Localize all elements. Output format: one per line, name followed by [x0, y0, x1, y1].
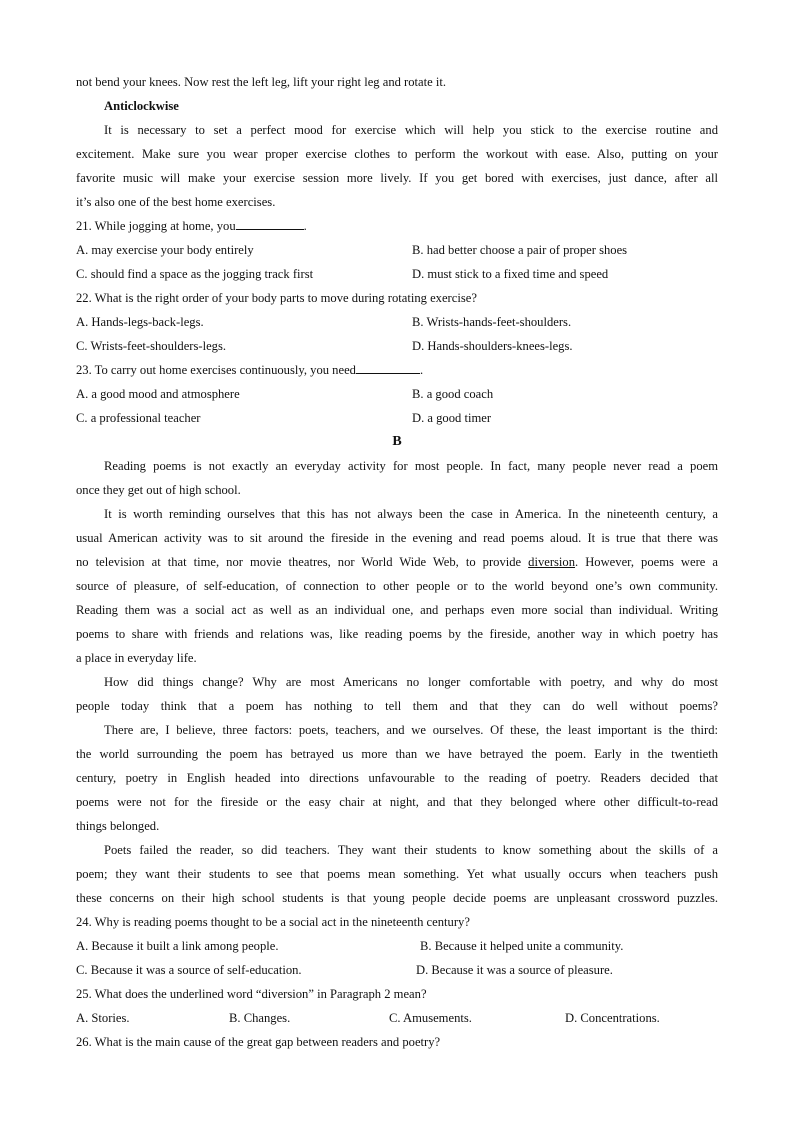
option-c: C. Wrists-feet-shoulders-legs. — [76, 339, 227, 353]
paragraph-line: Reading them was a social act as well as an individual one, and perhaps even more social than individual. Writing — [76, 603, 718, 617]
option-a: A. a good mood and atmosphere — [76, 387, 240, 401]
question-24: 24. Why is reading poems thought to be a social act in the nineteenth century? — [76, 915, 470, 929]
option-b: B. had better choose a pair of proper shoes — [412, 243, 628, 257]
paragraph-line: once they get out of high school. — [76, 483, 241, 497]
option-b: B. Changes. — [229, 1011, 291, 1025]
option-b: B. a good coach — [412, 387, 494, 401]
paragraph-line: usual American activity was to sit around the fireside in the evening and read poems aloud. It is true that there was — [76, 531, 718, 545]
option-d: D. Because it was a source of pleasure. — [416, 963, 613, 977]
answer-blank — [236, 215, 304, 230]
option-d: D. must stick to a fixed time and speed — [412, 267, 609, 281]
option-a: A. Hands-legs-back-legs. — [76, 315, 204, 329]
paragraph-line: excitement. Make sure you wear proper exercise clothes to perform the workout with ease. Also, putting on your — [76, 147, 718, 161]
question-21 — [76, 214, 718, 238]
underlined-word-diversion: diversion — [528, 555, 576, 569]
option-a: A. Because it built a link among people. — [76, 939, 279, 953]
option-c: C. a professional teacher — [76, 411, 201, 425]
options-row — [76, 262, 718, 286]
option-a: A. Stories. — [76, 1011, 130, 1025]
question-25: 25. What does the underlined word “diversion” in Paragraph 2 mean? — [76, 987, 427, 1001]
option-b: B. Wrists-hands-feet-shoulders. — [412, 315, 572, 329]
options-row — [76, 238, 718, 262]
paragraph-line: poem; they want their students to see that poems mean something. Yet what usually occurs when teachers push — [76, 867, 718, 881]
paragraph-line: How did things change? Why are most Americans no longer comfortable with poetry, and why do most — [104, 675, 718, 689]
question-23 — [76, 358, 718, 382]
option-d: D. Hands-shoulders-knees-legs. — [412, 339, 573, 353]
paragraph-line: poems were not for the fireside or the easy chair at night, and that they belonged where other difficult-to-read — [76, 795, 718, 809]
question-end: . — [419, 363, 424, 377]
option-d: D. Concentrations. — [565, 1011, 660, 1025]
section-title-b: B — [392, 434, 402, 449]
option-c: C. Amusements. — [389, 1011, 472, 1025]
option-d: D. a good timer — [412, 411, 492, 425]
passage-a-text-line: not bend your knees. Now rest the left leg, lift your right leg and rotate it. — [76, 75, 447, 89]
question-stem: 23. To carry out home exercises continuously, you need — [76, 363, 356, 377]
text-span: . However, poems were a — [575, 555, 718, 569]
paragraph-line: these concerns on their high school students is that young people decide poems are unpleasant crossword puzzles. — [76, 891, 718, 905]
paragraph-line: It is necessary to set a perfect mood for exercise which will help you stick to the exercise routine and — [104, 123, 718, 137]
option-c: C. Because it was a source of self-education. — [76, 963, 302, 977]
options-row — [76, 334, 718, 358]
document-page — [76, 70, 718, 1054]
text-span: no television at that time, nor movie theatres, nor World Wide Web, to provide — [76, 555, 529, 569]
paragraph-line: There are, I believe, three factors: poets, teachers, and we ourselves. Of these, the least important is the third: — [104, 723, 718, 737]
option-b: B. Because it helped unite a community. — [420, 939, 624, 953]
paragraph-line: people today think that a poem has nothing to tell them and that they can do well without poems? — [76, 699, 718, 713]
paragraph-line: the world surrounding the poem has betrayed us more than we have betrayed the poem. Early in the twentieth — [76, 747, 718, 761]
question-end: . — [303, 219, 307, 233]
paragraph-line: source of pleasure, of self-education, of connection to other people or to the world beyond one’s own community. — [76, 579, 718, 593]
option-a: A. may exercise your body entirely — [76, 243, 254, 257]
paragraph-line-diversion — [76, 550, 718, 574]
options-row — [76, 406, 718, 430]
section-heading-anticlockwise: Anticlockwise — [104, 99, 179, 113]
paragraph-line: a place in everyday life. — [76, 651, 197, 665]
options-row — [76, 310, 718, 334]
paragraph-line: century, poetry in English headed into directions unfavourable to the reading of poetry. Readers decided that — [76, 771, 718, 785]
paragraph-line: favorite music will make your exercise session more lively. If you get bored with exercises, just dance, after all — [76, 171, 718, 185]
option-c: C. should find a space as the jogging track first — [76, 267, 314, 281]
paragraph-line: It is worth reminding ourselves that this has not always been the case in America. In the nineteenth century, a — [104, 507, 718, 521]
options-row — [76, 958, 718, 982]
question-26: 26. What is the main cause of the great gap between readers and poetry? — [76, 1035, 441, 1049]
paragraph-line: it’s also one of the best home exercises. — [76, 195, 276, 209]
paragraph-line: Poets failed the reader, so did teachers. They want their students to know something about the skills of a — [104, 843, 718, 857]
paragraph-line: poems to share with friends and relations was, like reading poems by the fireside, another way in which poetry has — [76, 627, 718, 641]
paragraph-line: things belonged. — [76, 819, 160, 833]
options-row — [76, 1006, 718, 1030]
question-22: 22. What is the right order of your body parts to move during rotating exercise? — [76, 291, 477, 305]
options-row — [76, 934, 718, 958]
question-stem: 21. While jogging at home, you — [76, 219, 236, 233]
options-row — [76, 382, 718, 406]
paragraph-line: Reading poems is not exactly an everyday activity for most people. In fact, many people never read a poem — [104, 459, 718, 473]
answer-blank — [356, 359, 420, 374]
